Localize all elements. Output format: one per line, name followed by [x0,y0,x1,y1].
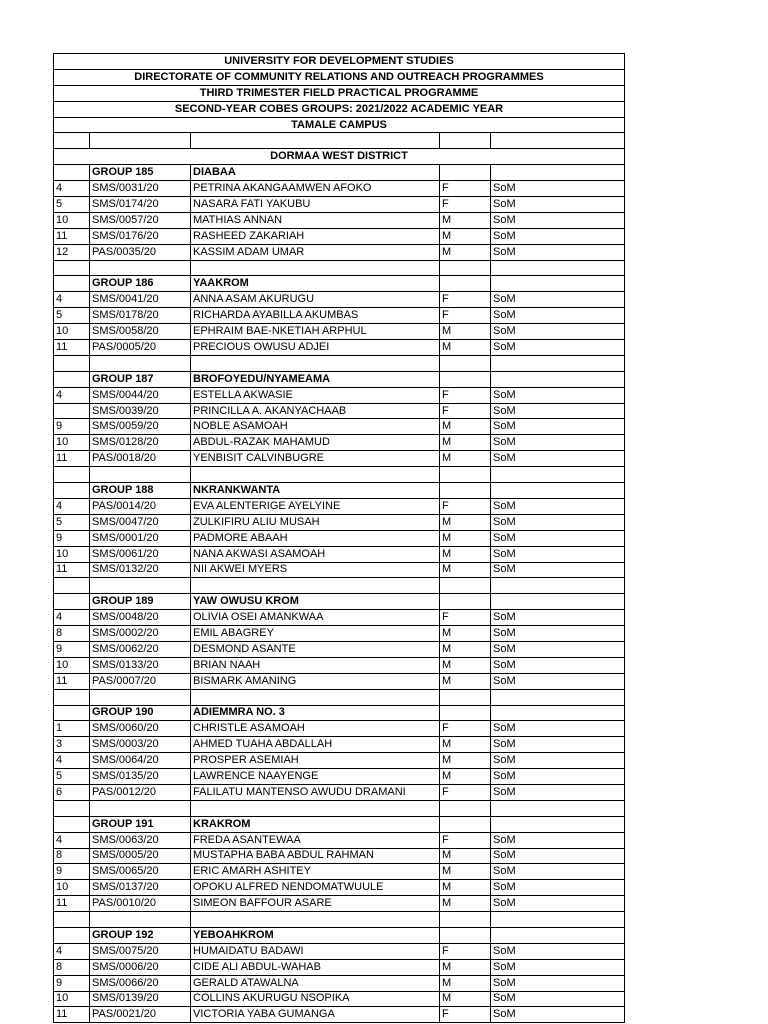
table-row [54,673,625,689]
spacer-row [54,578,625,594]
row-number: 11 [54,1007,90,1023]
spacer-row [54,912,625,928]
student-id: PAS/0014/20 [90,498,191,514]
student-school: SoM [491,880,625,896]
student-sex: F [440,498,491,514]
row-number: 4 [54,943,90,959]
student-school: SoM [491,530,625,546]
student-name: PROSPER ASEMIAH [191,753,440,769]
group-header-row [54,276,625,292]
row-number: 12 [54,244,90,260]
student-name: NASARA FATI YAKUBU [191,197,440,213]
row-number: 5 [54,308,90,324]
group-header-row [54,927,625,943]
spacer-row [54,260,625,276]
student-school: SoM [491,943,625,959]
student-school: SoM [491,975,625,991]
student-id: SMS/0178/20 [90,308,191,324]
community-name: NKRANKWANTA [191,483,440,499]
row-number: 8 [54,848,90,864]
student-school: SoM [491,451,625,467]
student-sex: F [440,181,491,197]
group-header-row [54,816,625,832]
table-row [54,292,625,308]
group-number: GROUP 188 [90,483,191,499]
student-name: FREDA ASANTEWAA [191,832,440,848]
student-id: SMS/0061/20 [90,546,191,562]
student-school: SoM [491,340,625,356]
header-row-year [54,101,625,117]
student-sex: M [440,435,491,451]
student-sex: M [440,514,491,530]
row-number: 6 [54,784,90,800]
student-sex: M [440,641,491,657]
student-school: SoM [491,562,625,578]
row-number: 10 [54,212,90,228]
student-name: CHRISTLE ASAMOAH [191,721,440,737]
student-id: SMS/0137/20 [90,880,191,896]
community-name: YAAKROM [191,276,440,292]
student-sex: M [440,419,491,435]
student-school: SoM [491,641,625,657]
student-school: SoM [491,610,625,626]
row-number: 10 [54,657,90,673]
student-id: SMS/0041/20 [90,292,191,308]
student-id: PAS/0018/20 [90,451,191,467]
student-id: SMS/0066/20 [90,975,191,991]
student-sex: M [440,673,491,689]
student-school: SoM [491,1007,625,1023]
table-row [54,991,625,1007]
student-name: ANNA ASAM AKURUGU [191,292,440,308]
student-name: ZULKIFIRU ALIU MUSAH [191,514,440,530]
student-school: SoM [491,181,625,197]
district-row [54,149,625,165]
student-id: SMS/0063/20 [90,832,191,848]
student-sex: F [440,403,491,419]
spacer-row [54,689,625,705]
row-number: 9 [54,975,90,991]
student-id: PAS/0007/20 [90,673,191,689]
student-school: SoM [491,498,625,514]
table-row [54,1007,625,1023]
student-name: MATHIAS ANNAN [191,212,440,228]
student-id: SMS/0001/20 [90,530,191,546]
student-sex: M [440,324,491,340]
student-name: EPHRAIM BAE-NKETIAH ARPHUL [191,324,440,340]
student-school: SoM [491,546,625,562]
row-number: 11 [54,451,90,467]
student-id: SMS/0057/20 [90,212,191,228]
row-number: 4 [54,292,90,308]
group-number: GROUP 191 [90,816,191,832]
table-row [54,451,625,467]
student-sex: M [440,546,491,562]
student-id: SMS/0174/20 [90,197,191,213]
student-id: SMS/0059/20 [90,419,191,435]
student-name: EVA ALENTERIGE AYELYINE [191,498,440,514]
student-sex: M [440,657,491,673]
community-name: BROFOYEDU/NYAMEAMA [191,371,440,387]
student-id: SMS/0006/20 [90,959,191,975]
row-number [54,403,90,419]
spacer-row [54,467,625,483]
student-school: SoM [491,403,625,419]
table-row [54,848,625,864]
table-row [54,896,625,912]
student-id: PAS/0005/20 [90,340,191,356]
table-row [54,753,625,769]
student-name: AHMED TUAHA ABDALLAH [191,737,440,753]
student-id: SMS/0044/20 [90,387,191,403]
student-school: SoM [491,212,625,228]
student-id: SMS/0060/20 [90,721,191,737]
student-sex: M [440,451,491,467]
table-row [54,212,625,228]
student-name: VICTORIA YABA GUMANGA [191,1007,440,1023]
student-name: PADMORE ABAAH [191,530,440,546]
student-school: SoM [491,292,625,308]
row-number: 11 [54,562,90,578]
student-name: ABDUL-RAZAK MAHAMUD [191,435,440,451]
table-row [54,737,625,753]
student-sex: M [440,959,491,975]
row-number: 11 [54,340,90,356]
student-id: SMS/0176/20 [90,228,191,244]
row-number: 11 [54,228,90,244]
student-sex: M [440,848,491,864]
student-name: COLLINS AKURUGU NSOPIKA [191,991,440,1007]
student-school: SoM [491,832,625,848]
header-row-directorate [54,69,625,85]
group-number: GROUP 190 [90,705,191,721]
spacer-row [54,800,625,816]
row-number: 9 [54,530,90,546]
row-number: 9 [54,864,90,880]
table-row [54,228,625,244]
student-sex: M [440,212,491,228]
student-id: SMS/0133/20 [90,657,191,673]
student-school: SoM [491,435,625,451]
student-sex: M [440,244,491,260]
student-name: OPOKU ALFRED NENDOMATWUULE [191,880,440,896]
row-number: 8 [54,959,90,975]
table-row [54,498,625,514]
table-row [54,435,625,451]
table-row [54,975,625,991]
community-name: ADIEMMRA NO. 3 [191,705,440,721]
spacer-row [54,355,625,371]
row-number: 1 [54,721,90,737]
student-name: HUMAIDATU BADAWI [191,943,440,959]
group-number: GROUP 185 [90,165,191,181]
student-school: SoM [491,721,625,737]
student-id: SMS/0048/20 [90,610,191,626]
student-id: SMS/0005/20 [90,848,191,864]
row-number: 11 [54,673,90,689]
student-name: PETRINA AKANGAAMWEN AFOKO [191,181,440,197]
student-name: EMIL ABAGREY [191,626,440,642]
student-id: SMS/0128/20 [90,435,191,451]
table-row [54,197,625,213]
table-row [54,864,625,880]
row-number: 11 [54,896,90,912]
table-row [54,562,625,578]
student-name: PRECIOUS OWUSU ADJEI [191,340,440,356]
header-row-university [54,54,625,70]
header-row-campus [54,117,625,133]
row-number: 10 [54,880,90,896]
student-name: YENBISIT CALVINBUGRE [191,451,440,467]
table-row [54,959,625,975]
student-name: ERIC AMARH ASHITEY [191,864,440,880]
student-sex: M [440,975,491,991]
table-row [54,832,625,848]
student-id: SMS/0031/20 [90,181,191,197]
student-id: SMS/0003/20 [90,737,191,753]
group-number: GROUP 186 [90,276,191,292]
student-name: CIDE ALI ABDUL-WAHAB [191,959,440,975]
student-school: SoM [491,737,625,753]
community-name: YAW OWUSU KROM [191,594,440,610]
student-sex: F [440,784,491,800]
row-number: 5 [54,197,90,213]
student-name: BISMARK AMANING [191,673,440,689]
group-number: GROUP 189 [90,594,191,610]
student-name: LAWRENCE NAAYENGE [191,769,440,785]
student-school: SoM [491,419,625,435]
student-sex: F [440,197,491,213]
student-school: SoM [491,769,625,785]
student-name: NANA AKWASI ASAMOAH [191,546,440,562]
student-school: SoM [491,657,625,673]
table-row [54,626,625,642]
student-school: SoM [491,197,625,213]
table-row [54,943,625,959]
student-sex: M [440,737,491,753]
table-row [54,308,625,324]
row-number: 10 [54,546,90,562]
student-school: SoM [491,514,625,530]
student-sex: F [440,308,491,324]
student-sex: M [440,896,491,912]
student-sex: M [440,880,491,896]
student-name: RASHEED ZAKARIAH [191,228,440,244]
student-id: SMS/0064/20 [90,753,191,769]
student-id: SMS/0062/20 [90,641,191,657]
row-number: 5 [54,514,90,530]
student-school: SoM [491,959,625,975]
student-sex: F [440,387,491,403]
student-id: SMS/0058/20 [90,324,191,340]
student-sex: F [440,721,491,737]
student-id: PAS/0035/20 [90,244,191,260]
student-school: SoM [491,626,625,642]
group-header-row [54,165,625,181]
table-row [54,324,625,340]
table-row [54,419,625,435]
row-number: 10 [54,324,90,340]
community-name: YEBOAHKROM [191,927,440,943]
student-id: SMS/0132/20 [90,562,191,578]
student-name: KASSIM ADAM UMAR [191,244,440,260]
row-number: 4 [54,832,90,848]
student-name: NII AKWEI MYERS [191,562,440,578]
row-number: 10 [54,435,90,451]
student-school: SoM [491,848,625,864]
student-name: PRINCILLA A. AKANYACHAAB [191,403,440,419]
programme-title: THIRD TRIMESTER FIELD PRACTICAL PROGRAMME [54,85,625,101]
row-number: 4 [54,753,90,769]
student-name: FALILATU MANTENSO AWUDU DRAMANI [191,784,440,800]
table-row [54,657,625,673]
group-header-row [54,594,625,610]
table-row [54,610,625,626]
student-id: PAS/0010/20 [90,896,191,912]
student-sex: M [440,864,491,880]
community-name: DIABAA [191,165,440,181]
table-row [54,769,625,785]
row-number: 3 [54,737,90,753]
student-sex: F [440,1007,491,1023]
student-id: PAS/0012/20 [90,784,191,800]
student-school: SoM [491,228,625,244]
student-id: SMS/0039/20 [90,403,191,419]
table-row [54,641,625,657]
table-row [54,340,625,356]
community-name: KRAKROM [191,816,440,832]
student-sex: M [440,769,491,785]
student-id: SMS/0075/20 [90,943,191,959]
student-name: OLIVIA OSEI AMANKWAA [191,610,440,626]
student-school: SoM [491,864,625,880]
header-row-programme [54,85,625,101]
student-school: SoM [491,308,625,324]
student-school: SoM [491,753,625,769]
directorate-title: DIRECTORATE OF COMMUNITY RELATIONS AND OUTREACH PROGRAMMES [54,69,625,85]
student-groups-table [53,53,625,1023]
group-header-row [54,705,625,721]
student-school: SoM [491,673,625,689]
student-name: BRIAN NAAH [191,657,440,673]
group-header-row [54,371,625,387]
student-sex: F [440,943,491,959]
table-row [54,530,625,546]
table-row [54,721,625,737]
student-id: SMS/0002/20 [90,626,191,642]
student-school: SoM [491,387,625,403]
row-number: 4 [54,181,90,197]
group-number: GROUP 187 [90,371,191,387]
groups-year-title: SECOND-YEAR COBES GROUPS: 2021/2022 ACADEMIC YEAR [54,101,625,117]
district-title: DORMAA WEST DISTRICT [54,149,625,165]
student-id: SMS/0135/20 [90,769,191,785]
student-name: DESMOND ASANTE [191,641,440,657]
row-number: 9 [54,641,90,657]
student-sex: M [440,562,491,578]
row-number: 9 [54,419,90,435]
student-sex: M [440,991,491,1007]
table-row [54,403,625,419]
table-row [54,784,625,800]
student-name: ESTELLA AKWASIE [191,387,440,403]
row-number: 8 [54,626,90,642]
student-school: SoM [491,784,625,800]
table-row [54,387,625,403]
student-sex: F [440,832,491,848]
group-header-row [54,483,625,499]
student-name: RICHARDA AYABILLA AKUMBAS [191,308,440,324]
student-school: SoM [491,896,625,912]
student-sex: M [440,753,491,769]
student-name: MUSTAPHA BABA ABDUL RAHMAN [191,848,440,864]
table-row [54,880,625,896]
row-number: 5 [54,769,90,785]
row-number: 4 [54,387,90,403]
student-id: SMS/0139/20 [90,991,191,1007]
student-sex: M [440,340,491,356]
student-school: SoM [491,244,625,260]
row-number: 10 [54,991,90,1007]
table-row [54,514,625,530]
student-name: SIMEON BAFFOUR ASARE [191,896,440,912]
student-sex: M [440,228,491,244]
student-sex: F [440,610,491,626]
university-title: UNIVERSITY FOR DEVELOPMENT STUDIES [54,54,625,70]
student-sex: M [440,530,491,546]
student-school: SoM [491,991,625,1007]
table-row [54,244,625,260]
table-row [54,546,625,562]
row-number: 4 [54,498,90,514]
group-number: GROUP 192 [90,927,191,943]
student-sex: F [440,292,491,308]
row-number: 4 [54,610,90,626]
student-id: PAS/0021/20 [90,1007,191,1023]
student-name: NOBLE ASAMOAH [191,419,440,435]
student-id: SMS/0065/20 [90,864,191,880]
campus-title: TAMALE CAMPUS [54,117,625,133]
student-sex: M [440,626,491,642]
student-school: SoM [491,324,625,340]
student-id: SMS/0047/20 [90,514,191,530]
table-row [54,181,625,197]
blank-row [54,133,625,149]
student-name: GERALD ATAWALNA [191,975,440,991]
